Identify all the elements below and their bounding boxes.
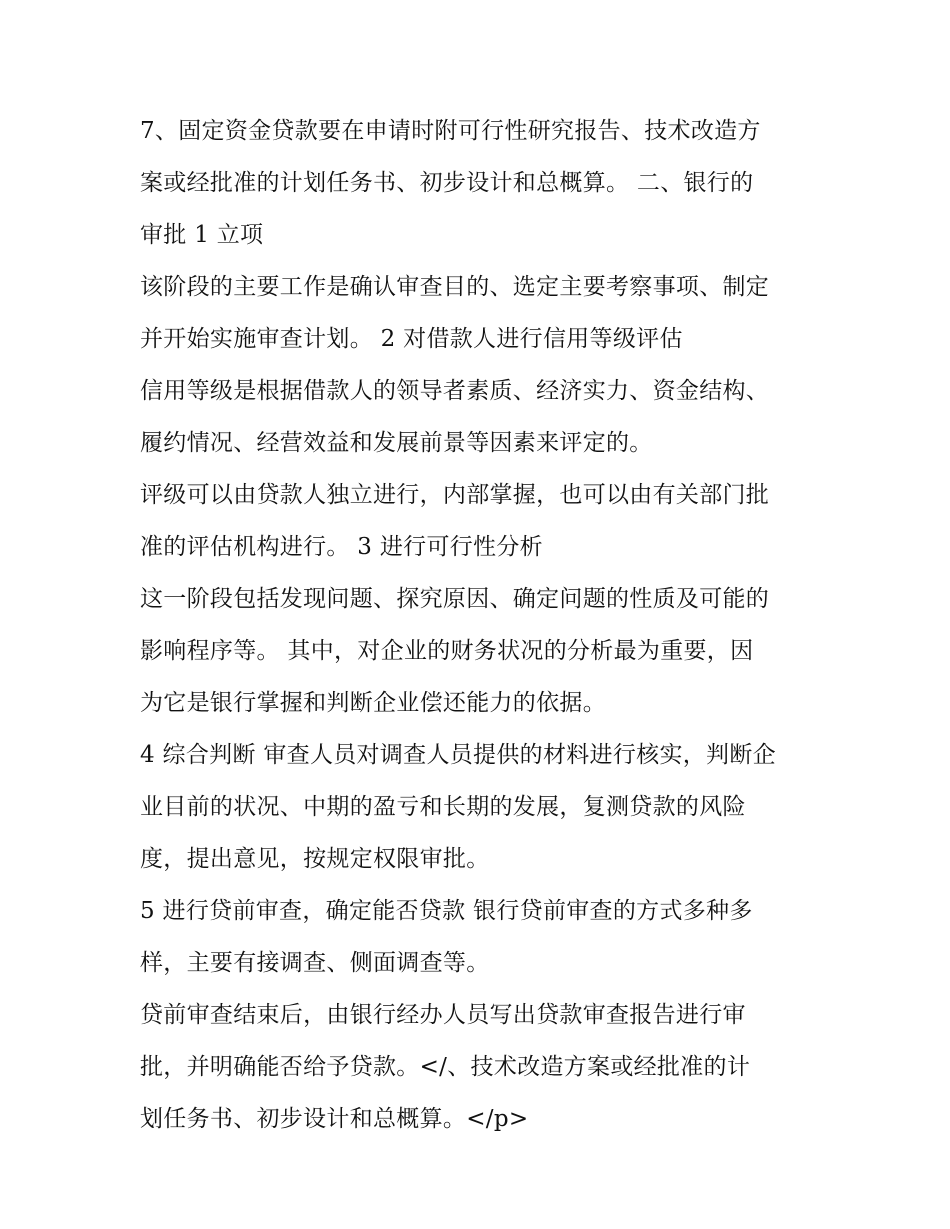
text-line: 影响程序等。 其中，对企业的财务状况的分析最为重要，因: [140, 638, 754, 664]
text-line: 为它是银行掌握和判断企业偿还能力的依据。: [140, 690, 606, 716]
text-line: 业目前的状况、中期的盈亏和长期的发展，复测贷款的风险: [140, 794, 746, 820]
text-line: 批，并明确能否给予贷款。</、技术改造方案或经批准的计: [140, 1054, 751, 1080]
text-line: 5 进行贷前审查，确定能否贷款 银行贷前审查的方式多种多: [140, 898, 753, 924]
text-line: 7、固定资金贷款要在申请时附可行性研究报告、技术改造方: [140, 118, 761, 144]
text-line: 履约情况、经营效益和发展前景等因素来评定的。: [140, 430, 653, 456]
text-line: 准的评估机构进行。 3 进行可行性分析: [140, 534, 543, 560]
text-line: 案或经批准的计划任务书、初步设计和总概算。 二、银行的: [140, 170, 754, 196]
text-line: 贷前审查结束后，由银行经办人员写出贷款审查报告进行审: [140, 1002, 746, 1028]
text-line: 信用等级是根据借款人的领导者素质、经济实力、资金结构、: [140, 378, 770, 404]
document-body: [140, 105, 830, 1145]
text-line: 划任务书、初步设计和总概算。</p>: [140, 1106, 529, 1132]
text-line: 度，提出意见，按规定权限审批。: [140, 846, 490, 872]
text-line: 这一阶段包括发现问题、探究原因、确定问题的性质及可能的: [140, 586, 770, 612]
text-line: 该阶段的主要工作是确认审查目的、选定主要考察事项、制定: [140, 274, 770, 300]
text-line: 评级可以由贷款人独立进行，内部掌握，也可以由有关部门批: [140, 482, 770, 508]
text-line: 样，主要有接调查、侧面调查等。: [140, 950, 490, 976]
text-line: 并开始实施审查计划。 2 对借款人进行信用等级评估: [140, 326, 683, 352]
text-line: 审批 1 立项: [140, 222, 264, 248]
text-line: 4 综合判断 审查人员对调查人员提供的材料进行核实，判断企: [140, 742, 776, 768]
